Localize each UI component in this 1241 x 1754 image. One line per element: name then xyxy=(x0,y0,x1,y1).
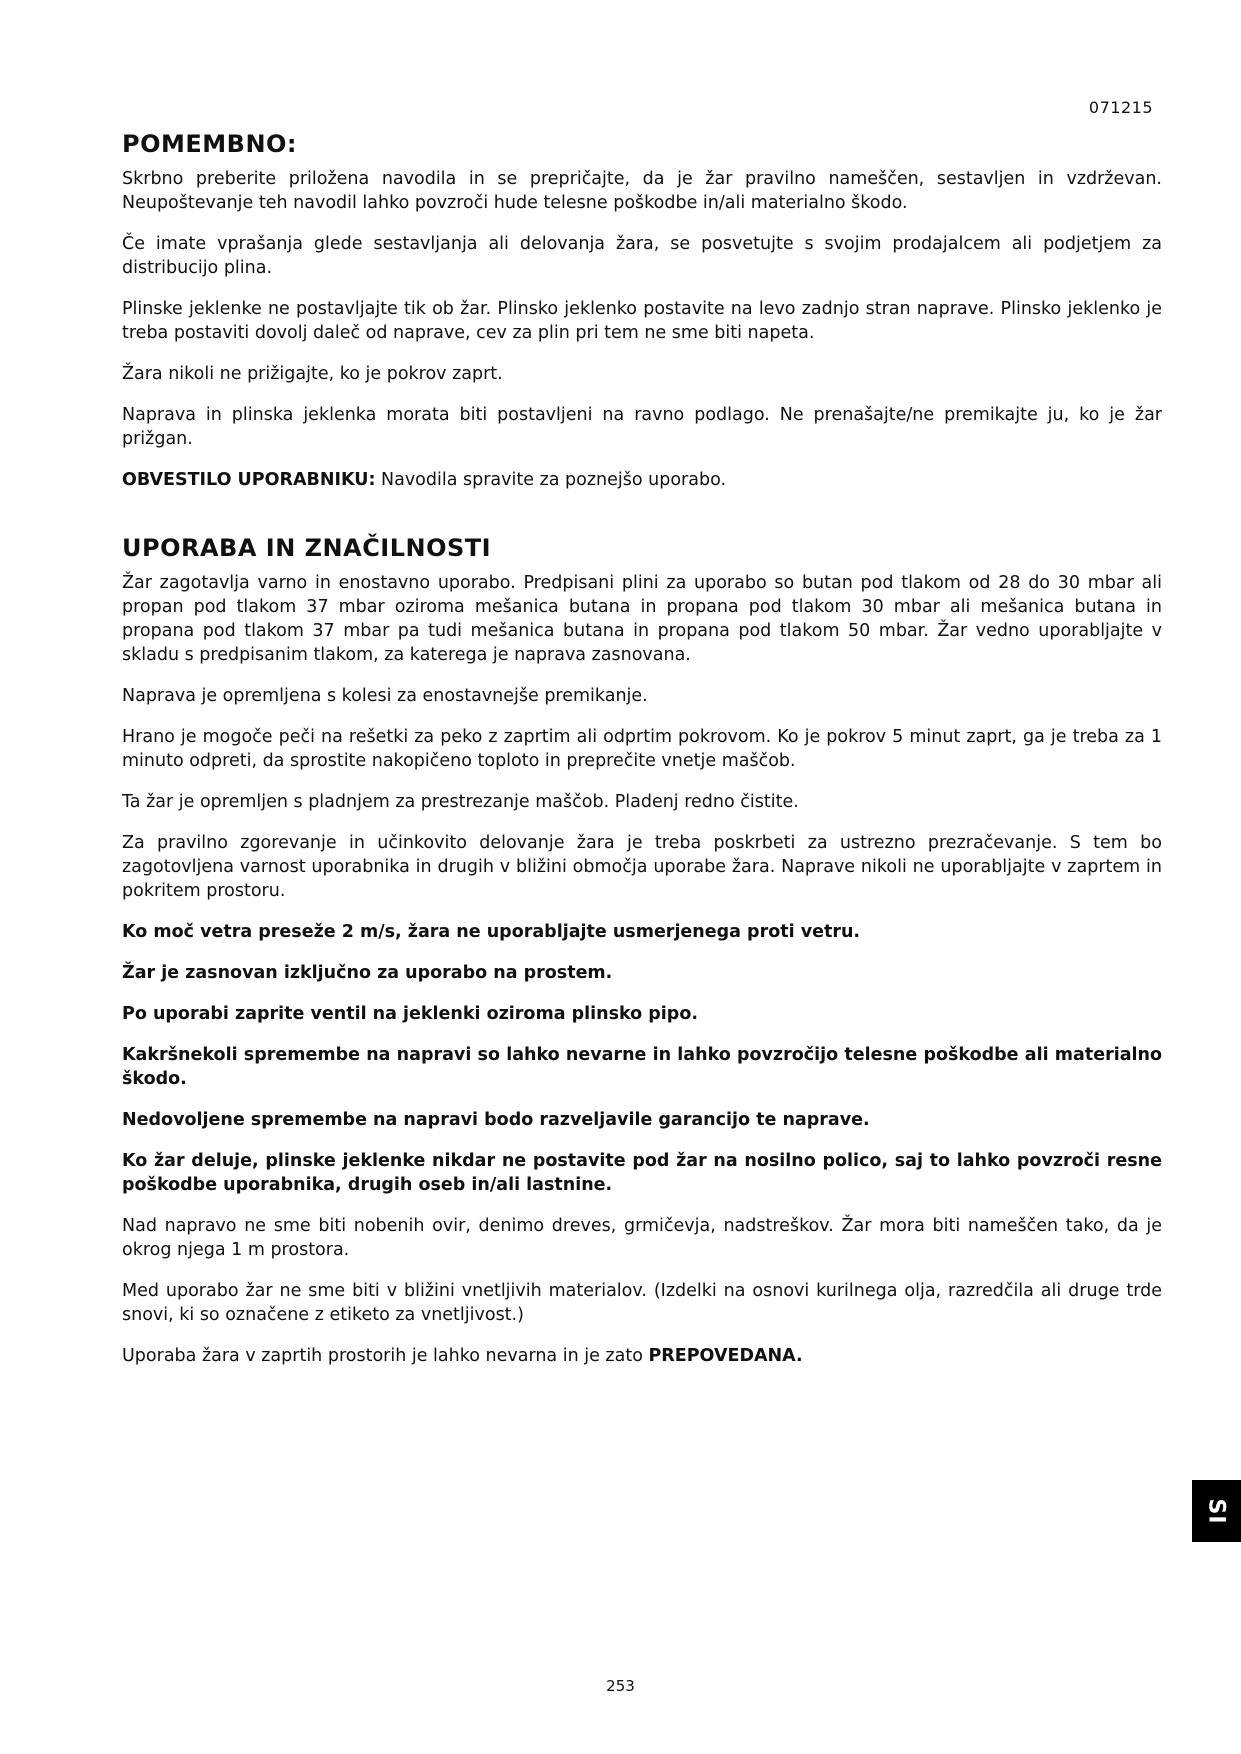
paragraph: Nad napravo ne sme biti nobenih ovir, denimo dreves, grmičevja, nadstreškov. Žar mora biti nameščen tako, da je okrog njega 1 m prostora. xyxy=(122,1216,1162,1260)
warning-paragraph: Žar je zasnovan izključno za uporabo na prostem. xyxy=(122,963,613,983)
user-notice xyxy=(122,468,1162,492)
paragraph: Naprava in plinska jeklenka morata biti postavljeni na ravno podlago. Ne prenašajte/ne premikajte ju, ko je žar prižgan. xyxy=(122,405,1162,449)
prohibited-label: PREPOVEDANA. xyxy=(648,1346,803,1366)
language-tab xyxy=(1192,1480,1241,1542)
paragraph: Naprava je opremljena s kolesi za enostavnejše premikanje. xyxy=(122,686,648,706)
paragraph: Žar zagotavlja varno in enostavno uporabo. Predpisani plini za uporabo so butan pod tlakom od 28 do 30 mbar ali propan pod tlakom 37 mbar oziroma mešanica butana in propana pod tlakom 30 mbar ali mešanica butana in propana pod tlakom 37 mbar pa tudi mešanica butana in propana pod tlakom 50 mbar. Žar vedno uporabljajte v skladu s predpisanim tlakom, za katerega je naprava zasnovana. xyxy=(122,573,1162,665)
section-title-uporaba: UPORABA IN ZNAČILNOSTI xyxy=(122,534,492,562)
paragraph: Ta žar je opremljen s pladnjem za prestrezanje maščob. Pladenj redno čistite. xyxy=(122,792,799,812)
paragraph: Hrano je mogoče peči na rešetki za peko z zaprtim ali odprtim pokrovom. Ko je pokrov 5 minut zaprt, ga je treba za 1 minuto odpreti, da sprostite nakopičeno toploto in preprečite vnetje maščob. xyxy=(122,727,1162,771)
page-content xyxy=(122,130,1162,1385)
paragraph: Za pravilno zgorevanje in učinkovito delovanje žara je treba poskrbeti za ustrezno prezračevanje. S tem bo zagotovljena varnost uporabnika in drugih v bližini območja uporabe žara. Naprave nikoli ne uporabljajte v zaprtem in pokritem prostoru. xyxy=(122,833,1162,901)
paragraph: Skrbno preberite priložena navodila in se prepričajte, da je žar pravilno nameščen, sestavljen in vzdrževan. Neupoštevanje teh navodil lahko povzroči hude telesne poškodbe in/ali materialno škodo. xyxy=(122,169,1162,213)
warning-paragraph: Nedovoljene spremembe na napravi bodo razveljavile garancijo te naprave. xyxy=(122,1110,870,1130)
paragraph: Plinske jeklenke ne postavljajte tik ob žar. Plinsko jeklenko postavite na levo zadnjo stran naprave. Plinsko jeklenko je treba postaviti dovolj daleč od naprave, cev za plin pri tem ne sme biti napeta. xyxy=(122,299,1162,343)
paragraph: Če imate vprašanja glede sestavljanja ali delovanja žara, se posvetujte s svojim prodajalcem ali podjetjem za distribucijo plina. xyxy=(122,234,1162,278)
warning-paragraph: Ko moč vetra preseže 2 m/s, žara ne uporabljajte usmerjenega proti vetru. xyxy=(122,922,861,942)
paragraph-text: Uporaba žara v zaprtih prostorih je lahko nevarna in je zato xyxy=(122,1346,649,1366)
paragraph xyxy=(122,1344,1162,1368)
paragraph: Žara nikoli ne prižigajte, ko je pokrov zaprt. xyxy=(122,364,503,384)
page-number: 253 xyxy=(606,1677,635,1695)
language-tab-label: SI xyxy=(1204,1497,1229,1525)
warning-paragraph: Po uporabi zaprite ventil na jeklenki oziroma plinsko pipo. xyxy=(122,1004,698,1024)
warning-paragraph: Ko žar deluje, plinske jeklenke nikdar ne postavite pod žar na nosilno polico, saj to lahko povzroči resne poškodbe uporabnika, drugih oseb in/ali lastnine. xyxy=(122,1151,1162,1195)
warning-paragraph: Kakršnekoli spremembe na napravi so lahko nevarne in lahko povzročijo telesne poškodbe ali materialno škodo. xyxy=(122,1045,1162,1089)
paragraph: Med uporabo žar ne sme biti v bližini vnetljivih materialov. (Izdelki na osnovi kurilnega olja, razredčila ali druge trde snovi, ki so označene z etiketo za vnetljivost.) xyxy=(122,1281,1162,1325)
section-title-pomembno: POMEMBNO: xyxy=(122,130,298,158)
user-notice-label: OBVESTILO UPORABNIKU: xyxy=(122,470,376,490)
user-notice-text: Navodila spravite za poznejšo uporabo. xyxy=(375,470,727,490)
document-code: 071215 xyxy=(1088,98,1153,117)
